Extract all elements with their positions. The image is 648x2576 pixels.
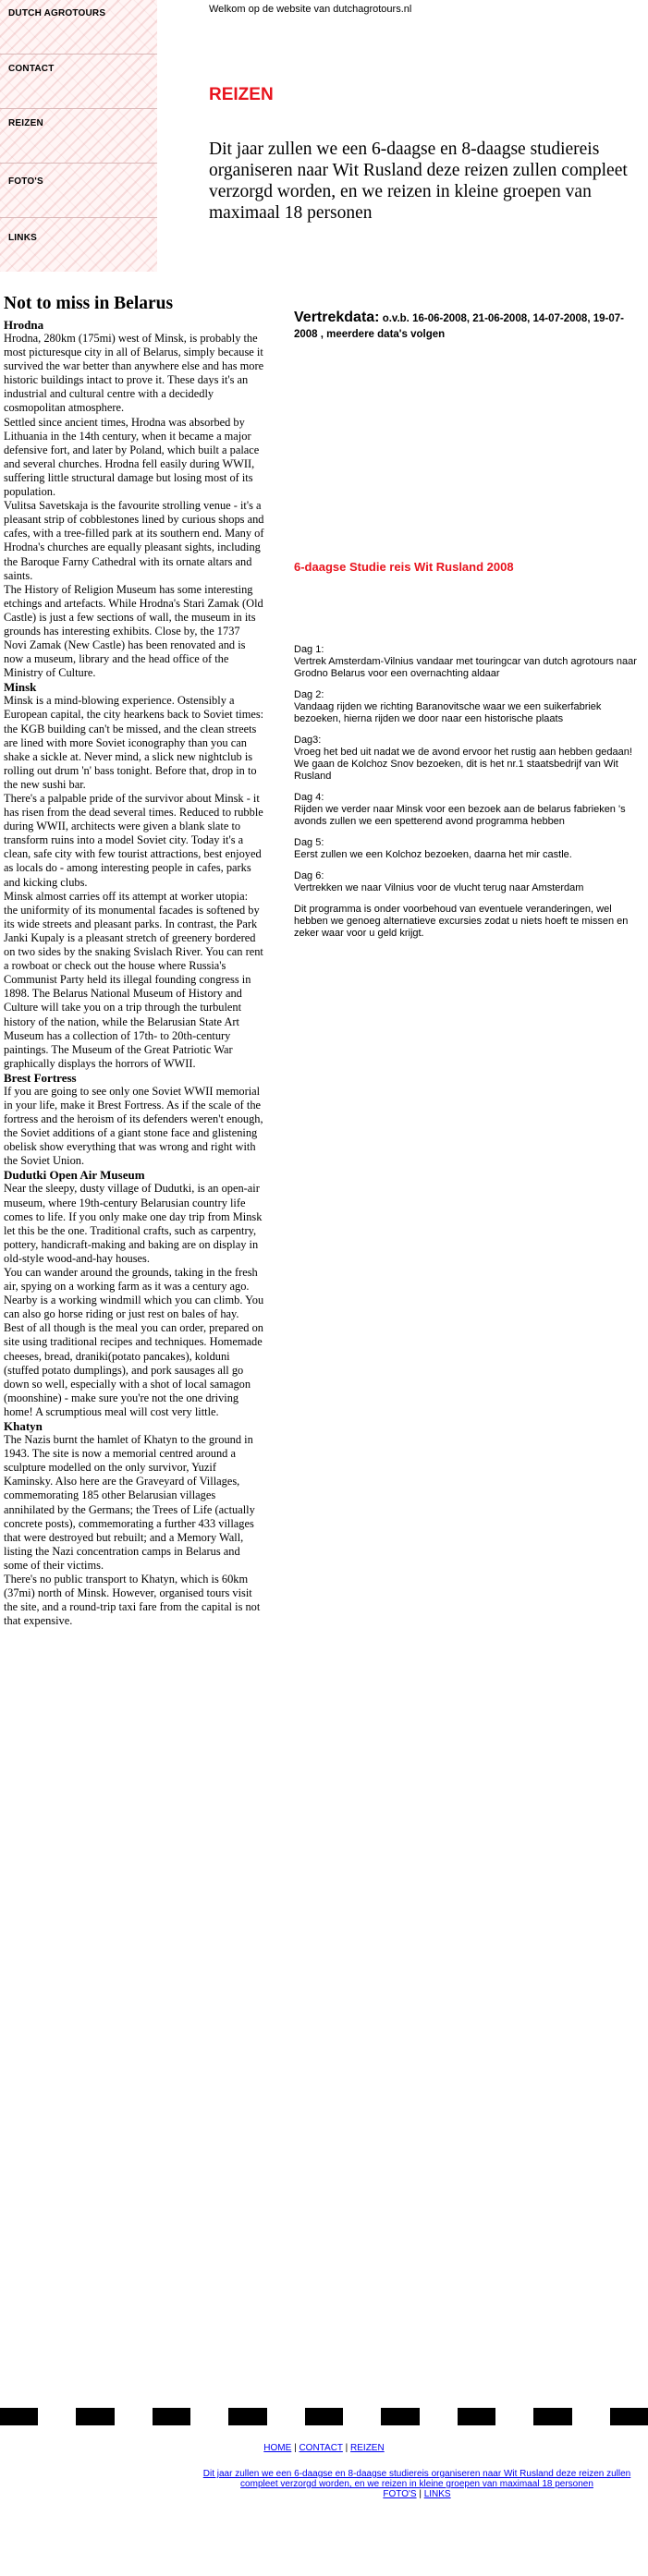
bar-segment <box>115 2408 153 2425</box>
day-label: Dag 6: <box>294 870 324 881</box>
day-item <box>294 689 643 725</box>
paragraph: Settled since ancient times, Hrodna was absorbed by Lithuania in the 14th century, when it became a major defensive fort, and later by Poland, which built a palace and several churches. Hrodna fell easily during WWII, suffering little structural damage but losing most of its population. <box>4 415 260 499</box>
footer-link-reizen[interactable]: REIZEN <box>350 2443 385 2453</box>
day-text: Vandaag rijden we richting Baranovitsche waar we een suikerfabriek bezoeken, hierna rijden we door naar een historische plaats <box>294 701 602 724</box>
bar-segment <box>228 2408 266 2425</box>
nav-item-links[interactable] <box>0 218 157 272</box>
paragraph: There's no public transport to Khatyn, which is 60km (37mi) north of Minsk. However, organised tours visit the site, and a round-trip taxi fare from the capital is not that expensive. <box>4 1572 261 1628</box>
bar-segment <box>420 2408 458 2425</box>
nav-item-reizen[interactable] <box>0 109 157 163</box>
nav-item-label: FOTO'S <box>8 176 43 187</box>
footer-description <box>200 2469 634 2499</box>
section-heading-minsk: Minsk <box>4 680 37 695</box>
trip-heading: 6-daagse Studie reis Wit Rusland 2008 <box>294 560 514 574</box>
paragraph: You can wander around the grounds, taking in the fresh air, spying on a working farm as it was a century ago. Nearby is a working windmill which you can climb. You can also go horse riding or just rest on bales of hay. <box>4 1266 264 1321</box>
bar-segment <box>495 2408 533 2425</box>
bar-segment <box>76 2408 114 2425</box>
footer-bar <box>0 2408 648 2425</box>
bar-segment <box>381 2408 419 2425</box>
paragraph: Minsk almost carries off its attempt at worker utopia: the uniformity of its monumental facades is softened by its wide streets and pleasant parks. In contrast, the Park Janki Kupaly is a pleasant stretch of greenery bordered on two sides by the snaking Svislach River. You can rent a rowboat or check out the house where Russia's Communist Party held its illegal founding congress in 1898. The Belarus National Museum of History and Culture will take you on a trip through the turbulent history of the nation, while the Belarusian State Art Museum has a collection of 17th- to 20th-century paintings. The Museum of the Great Patriotic War graphically displays the horrors of WWII. <box>4 889 263 1070</box>
day-text: Rijden we verder naar Minsk voor een bezoek aan de belarus fabrieken 's avonds zullen we een spetterend avond programma hebben <box>294 804 626 827</box>
welcome-text: Welkom op de website van dutchagrotours.nl <box>209 4 412 15</box>
departure-dates <box>294 310 643 343</box>
nav-item-label: REIZEN <box>8 118 43 128</box>
intro-text: Dit jaar zullen we een 6-daagse en 8-daagse studiereis organiseren naar Wit Rusland deze reizen zullen compleet verzorgd worden, en we reizen in kleine groepen van maximaal 18 personen <box>209 140 628 223</box>
day-item <box>294 735 643 783</box>
day-item <box>294 837 643 861</box>
footer-link-links[interactable]: LINKS <box>423 2489 451 2499</box>
day-label: Dag 2: <box>294 689 324 700</box>
paragraph: The Nazis burnt the hamlet of Khatyn to the ground in 1943. The site is now a memorial centred around a sculpture modelled on the only survivor, Yuzif Kaminsky. Also here are the Graveyard of Villages, commemorating 185 other Belarusian villages annihilated by the Germans; the Trees of Life (actually concrete posts), commemorating a further 433 villages that were destroyed but rebuilt; and a Memory Wall, listing the Nazi concentration camps in Belarus and some of their victims. <box>4 1433 255 1572</box>
day-text: Vertrekken we naar Vilnius voor de vlucht terug naar Amsterdam <box>294 882 584 893</box>
paragraph: If you are going to see only one Soviet WWII memorial in your life, make it Brest Fortress. As if the scale of the fortress and the heroism of its defenders weren't enough, the Soviet additions of a giant stone face and glistening obelisk show everything that was wrong and right with the Soviet Union. <box>4 1084 263 1168</box>
departure-dates-value: o.v.b. 16-06-2008, 21-06-2008, 14-07-2008, 19-07-2008 , meerdere data's volgen <box>294 313 624 340</box>
day-text: Vertrek Amsterdam-Vilnius vandaar met touringcar van dutch agrotours naar Grodno Belarus voor een overnachting aldaar <box>294 656 637 679</box>
nav-item-label: DUTCH AGROTOURS <box>8 8 106 18</box>
paragraph: Minsk is a mind-blowing experience. Ostensibly a European capital, the city hearkens back to Soviet times: the KGB building can't be missed, and the clean streets are lined with more Soviet iconography than you can shake a sickle at. Never mind, a slick new nightclub is rolling out drum 'n' bass tonight. Before that, drop in to the new sushi bar. <box>4 694 264 791</box>
footer-link-fotos[interactable]: FOTO'S <box>383 2489 417 2499</box>
paragraph: Vulitsa Savetskaja is the favourite strolling venue - it's a pleasant strip of cobblestones lined by curious shops and cafes, with a tree-filled park at its southern end. Many of Hrodna's churches are equally pleasant sights, including the Baroque Farny Cathedral with its ornate altars and saints. <box>4 499 264 582</box>
bar-segment <box>0 2408 38 2425</box>
nav-item-contact[interactable] <box>0 55 157 108</box>
day-label: Dag 5: <box>294 837 324 848</box>
day-item <box>294 644 643 680</box>
nav-item-label: LINKS <box>8 233 37 243</box>
bar-segment <box>38 2408 76 2425</box>
footer-separator: | <box>291 2443 300 2453</box>
bar-segment <box>458 2408 495 2425</box>
bar-segment <box>572 2408 610 2425</box>
bar-segment <box>267 2408 305 2425</box>
bar-segment <box>153 2408 190 2425</box>
footer-link-contact[interactable]: CONTACT <box>299 2443 343 2453</box>
day-item <box>294 870 643 894</box>
nav-item-label: CONTACT <box>8 64 55 74</box>
section-heading-khatyn: Khatyn <box>4 1419 43 1434</box>
departure-dates-label: Vertrekdata: <box>294 310 380 325</box>
article-title: Not to miss in Belarus <box>4 294 174 313</box>
footer-separator: | <box>342 2443 351 2453</box>
program-disclaimer: Dit programma is onder voorbehoud van eventuele veranderingen, wel hebben we genoeg alternatieve excursies zodat u niets hoeft te missen en zeker waar voor u geld krijgt. <box>294 904 629 939</box>
paragraph: Best of all though is the meal you can order, prepared on site using traditional recipes and techniques. Homemade cheeses, bread, draniki(potato pancakes), kolduni (stuffed potato dumplings), and pork sausages all go down so well, especially with a shot of local samagon (moonshine) - make sure you're not the one driving home! A scrumptious meal will cost very little. <box>4 1321 263 1418</box>
paragraph: Hrodna, 280km (175mi) west of Minsk, is probably the most picturesque city in all of Belarus, simply because it survived the war better than anywhere else and has more historic buildings intact to prove it. These days it's an industrial and cultural centre with a decidedly cosmopolitan atmosphere. <box>4 332 264 415</box>
footer-intro-link[interactable]: Dit jaar zullen we een 6-daagse en 8-daagse studiereis organiseren naar Wit Rusland deze reizen zullen compleet verzorgd worden, en we reizen in kleine groepen van maximaal 18 personen <box>202 2469 631 2489</box>
day-text: Eerst zullen we een Kolchoz bezoeken, daarna het mir castle. <box>294 849 572 860</box>
day-program <box>294 644 643 940</box>
bar-segment <box>305 2408 343 2425</box>
day-label: Dag 4: <box>294 792 324 803</box>
footer-link-home[interactable]: HOME <box>263 2443 292 2453</box>
bar-segment <box>190 2408 228 2425</box>
section-heading-brest: Brest Fortress <box>4 1070 77 1085</box>
day-text: Vroeg het bed uit nadat we de avond ervoor het rustig aan hebben gedaan! We gaan de Kolchoz Snov bezoeken, dit is het nr.1 staatsbedrijf van Wit Rusland <box>294 747 632 782</box>
nav-item-home[interactable] <box>0 0 157 54</box>
paragraph: There's a palpable pride of the survivor about Minsk - it has risen from the dead several times. Reduced to rubble during WWII, architects were given a blank slate to transform ruins into a model Soviet city. Today it's a clean, safe city with few tourist attractions, best enjoyed as locals do - among interesting people in cafes, parks and kicking clubs. <box>4 792 263 889</box>
section-heading-dudutki: Dudutki Open Air Museum <box>4 1168 145 1183</box>
footer-separator: | <box>416 2489 424 2499</box>
belarus-article <box>4 294 264 1628</box>
nav-item-fotos[interactable] <box>0 164 157 217</box>
page-title: REIZEN <box>209 85 274 104</box>
trip-info <box>294 310 643 343</box>
section-heading-hrodna: Hrodna <box>4 318 44 332</box>
paragraph: The History of Religion Museum has some interesting etchings and artefacts. While Hrodna's Stari Zamak (Old Castle) is just a few sections of wall, the museum in its grounds has interesting exhibits. Close by, the 1737 Novi Zamak (New Castle) has been renovated and is now a museum, library and the head office of the Ministry of Culture. <box>4 582 263 680</box>
day-label: Dag3: <box>294 735 322 746</box>
day-label: Dag 1: <box>294 644 324 655</box>
bar-segment <box>610 2408 648 2425</box>
bar-segment <box>343 2408 381 2425</box>
day-item <box>294 792 643 828</box>
footer-nav <box>0 2443 648 2453</box>
bar-segment <box>533 2408 571 2425</box>
paragraph: Near the sleepy, dusty village of Dudutki, is an open-air museum, where 19th-century Belarusian country life comes to life. If you only make one day trip from Minsk let this be the one. Traditional crafts, such as carpentry, pottery, handicraft-making and baking are on display in old-style wood-and-hay houses. <box>4 1182 263 1265</box>
